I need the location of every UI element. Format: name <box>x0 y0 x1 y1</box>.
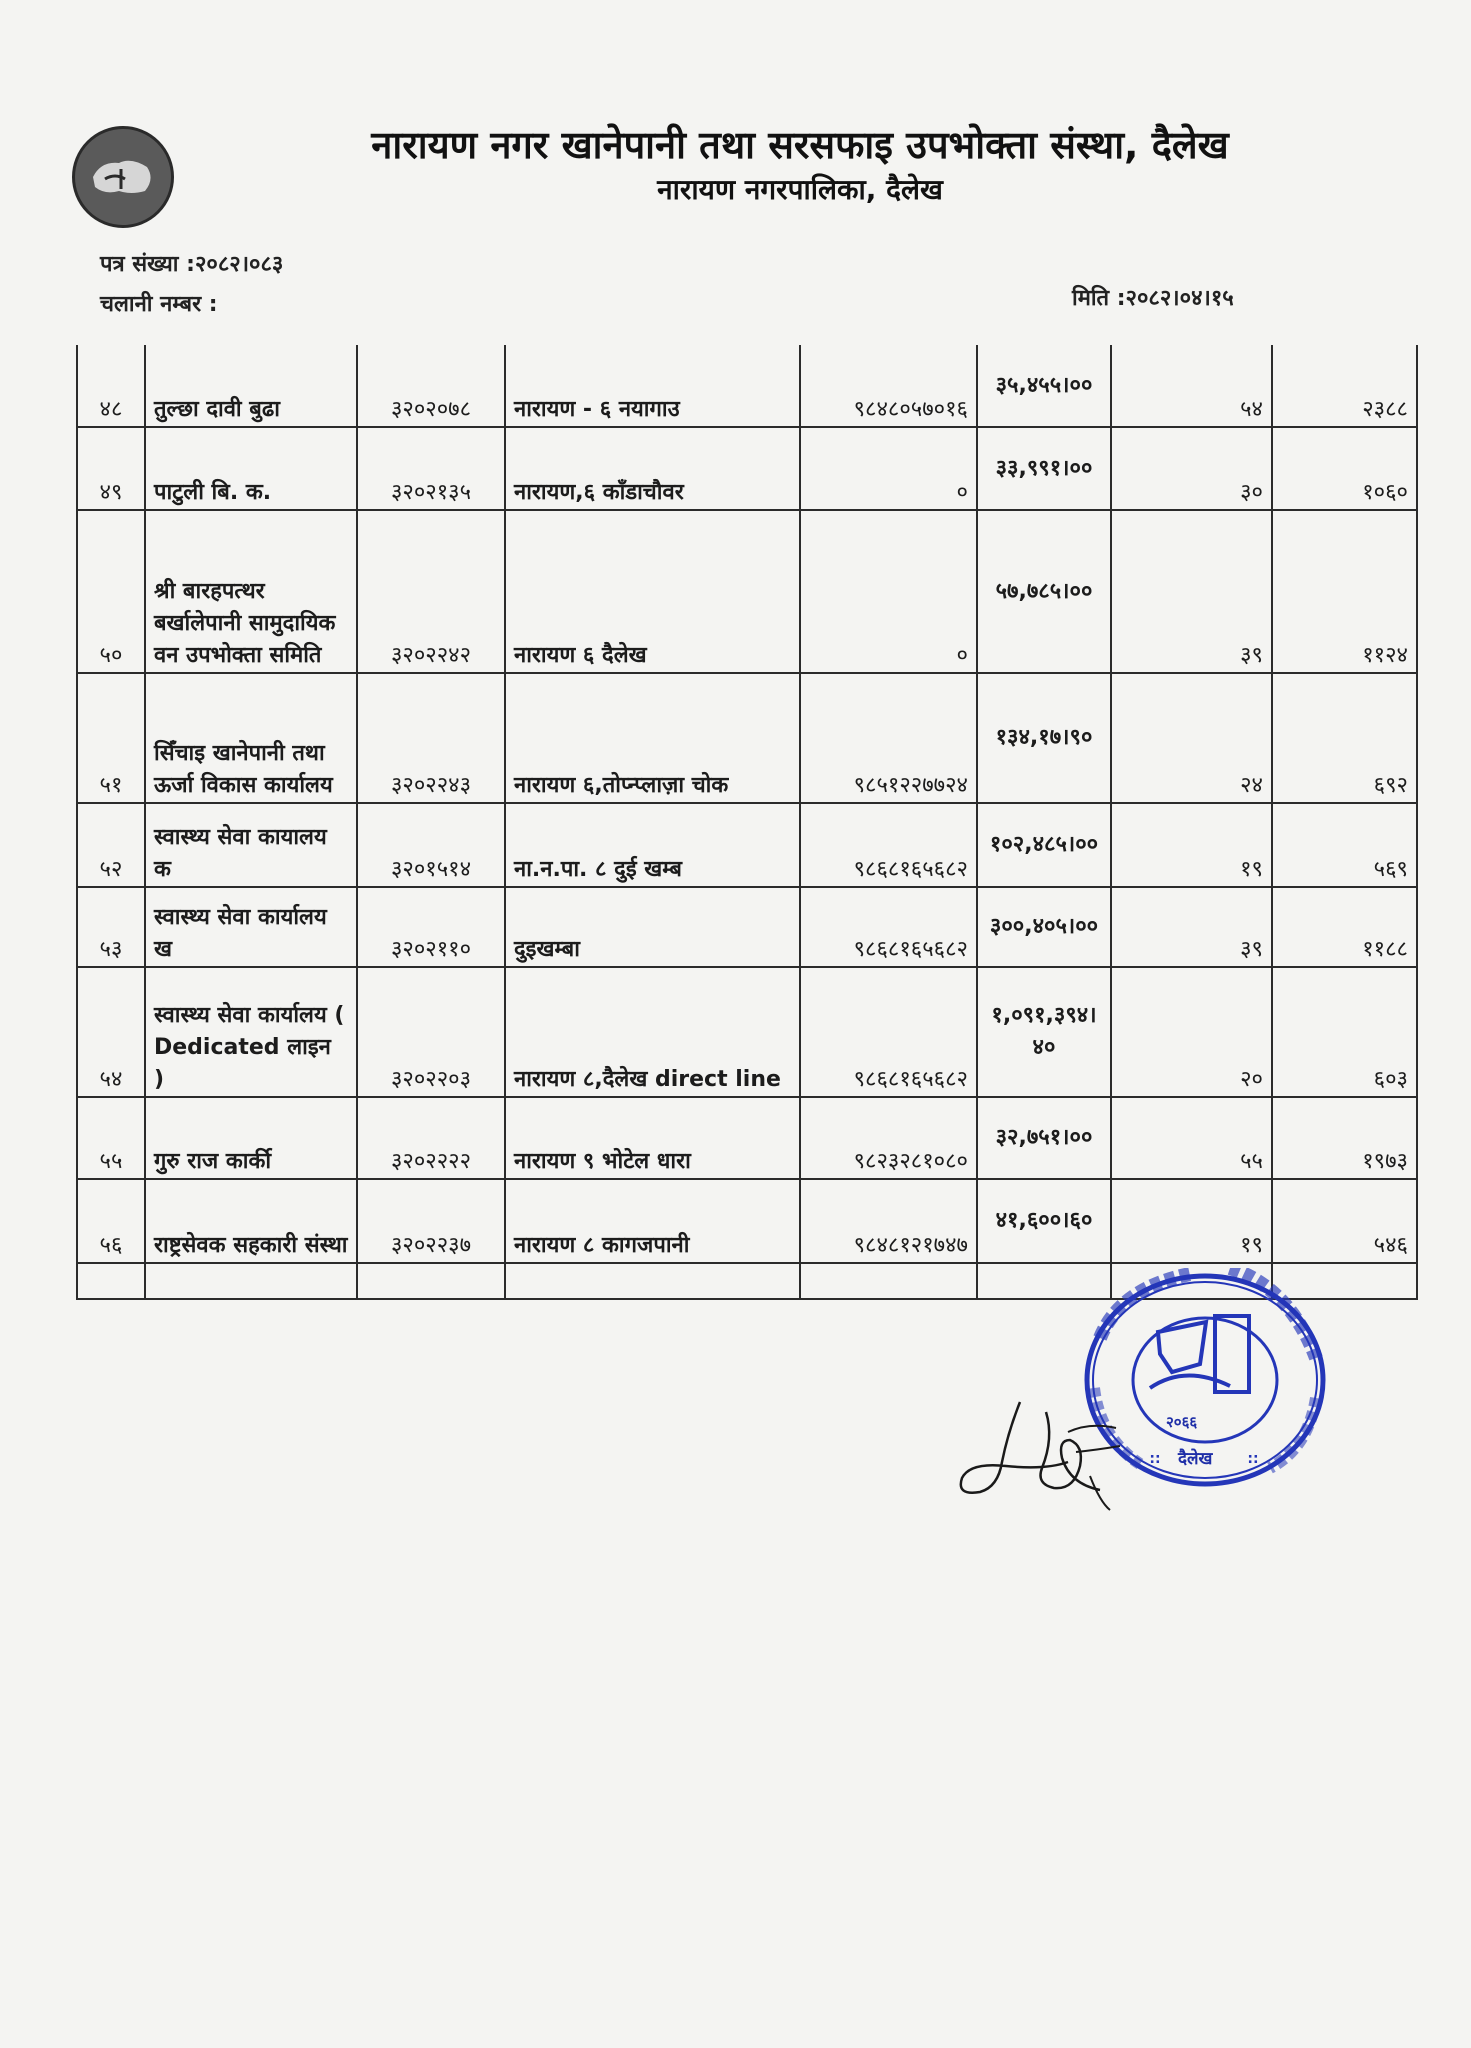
serial-number: ५४ <box>77 967 145 1097</box>
customer-table <box>76 345 1418 1300</box>
table-row <box>77 1179 1417 1263</box>
table-row <box>77 673 1417 803</box>
table-row <box>77 1097 1417 1179</box>
unit-count: ६९२ <box>1272 673 1417 803</box>
dispatch-number: चलानी नम्बर : <box>100 292 218 317</box>
customer-name: स्वास्थ्य सेवा कार्यालय ( Dedicated लाइन ) <box>145 967 357 1097</box>
due-amount: ५७,७८५।०० <box>977 510 1111 673</box>
customer-address: नारायण ८ कागजपानी <box>505 1179 800 1263</box>
month-count: २० <box>1111 967 1272 1097</box>
month-count: ३९ <box>1111 510 1272 673</box>
svg-text:∷: ∷ <box>1248 1452 1258 1468</box>
customer-phone: ९८४८०५७०१६ <box>800 345 977 427</box>
month-count: १९ <box>1111 803 1272 887</box>
customer-id: ३२०२२०३ <box>357 967 505 1097</box>
stamp-place: दैलेख <box>1178 1449 1213 1469</box>
customer-name: तुल्छा दावी बुढा <box>145 345 357 427</box>
table-row <box>77 803 1417 887</box>
letter-date: मिति :२०८२।०४।१५ <box>1072 286 1234 311</box>
customer-name: राष्ट्रसेवक सहकारी संस्था <box>145 1179 357 1263</box>
customer-name: सिँचाइ खानेपानी तथा ऊर्जा विकास कार्यालय <box>145 673 357 803</box>
due-amount: १,०९१,३९४।४० <box>977 967 1111 1097</box>
customer-address: नारायण ६ दैलेख <box>505 510 800 673</box>
month-count: ३९ <box>1111 887 1272 967</box>
customer-name: स्वास्थ्य सेवा कायालय क <box>145 803 357 887</box>
customer-id: ३२०२२३७ <box>357 1179 505 1263</box>
unit-count: १९७३ <box>1272 1097 1417 1179</box>
table-row <box>77 427 1417 510</box>
customer-id: ३२०२१३५ <box>357 427 505 510</box>
stamp-year: २०६६ <box>1166 1413 1198 1431</box>
customer-phone: ९८६८१६५६८२ <box>800 967 977 1097</box>
serial-number: ४९ <box>77 427 145 510</box>
serial-number: ५० <box>77 510 145 673</box>
customer-address: दुइखम्बा <box>505 887 800 967</box>
customer-phone: ९८२३२८१०८० <box>800 1097 977 1179</box>
month-count: १९ <box>1111 1179 1272 1263</box>
customer-name: गुरु राज कार्की <box>145 1097 357 1179</box>
month-count: ३० <box>1111 427 1272 510</box>
customer-phone: ९८५१२२७७२४ <box>800 673 977 803</box>
customer-name: स्वास्थ्य सेवा कार्यालय ख <box>145 887 357 967</box>
due-amount: १०२,४८५।०० <box>977 803 1111 887</box>
customer-address: नारायण,६ काँडाचौवर <box>505 427 800 510</box>
table-row <box>77 887 1417 967</box>
month-count: ५४ <box>1111 345 1272 427</box>
customer-phone: ० <box>800 510 977 673</box>
month-count: ५५ <box>1111 1097 1272 1179</box>
due-amount: ३००,४०५।०० <box>977 887 1111 967</box>
unit-count: ५४६ <box>1272 1179 1417 1263</box>
letter-number: पत्र संख्या :२०८२।०८३ <box>100 252 284 277</box>
unit-count: २३८८ <box>1272 345 1417 427</box>
unit-count: १०६० <box>1272 427 1417 510</box>
customer-address: नारायण ९ भोटेल धारा <box>505 1097 800 1179</box>
serial-number: ५६ <box>77 1179 145 1263</box>
serial-number: ५२ <box>77 803 145 887</box>
due-amount: ३३,९९१।०० <box>977 427 1111 510</box>
table-row <box>77 345 1417 427</box>
unit-count: ११२४ <box>1272 510 1417 673</box>
due-amount: १३४,१७।९० <box>977 673 1111 803</box>
month-count: २४ <box>1111 673 1272 803</box>
signature <box>950 1392 1140 1512</box>
customer-name: पाटुली बि. क. <box>145 427 357 510</box>
table-row <box>77 967 1417 1097</box>
customer-phone: ९८४८१२१७४७ <box>800 1179 977 1263</box>
customer-id: ३२०२२४२ <box>357 510 505 673</box>
svg-text:∷: ∷ <box>1150 1452 1160 1468</box>
due-amount: ३२,७५१।०० <box>977 1097 1111 1179</box>
customer-id: ३२०२२२२ <box>357 1097 505 1179</box>
organization-subtitle: नारायण नगरपालिका, दैलेख <box>657 173 943 206</box>
customer-name: श्री बारहपत्थर बर्खालेपानी सामुदायिक वन उपभोक्ता समिति <box>145 510 357 673</box>
customer-address: नारायण ८,दैलेख direct line <box>505 967 800 1097</box>
customer-address: ना.न.पा. ८ दुई खम्ब <box>505 803 800 887</box>
unit-count: ११८८ <box>1272 887 1417 967</box>
customer-id: ३२०२०७८ <box>357 345 505 427</box>
serial-number: ५५ <box>77 1097 145 1179</box>
serial-number: ५१ <box>77 673 145 803</box>
due-amount: ३५,४५५।०० <box>977 345 1111 427</box>
customer-phone: ० <box>800 427 977 510</box>
unit-count: ६०३ <box>1272 967 1417 1097</box>
table-row <box>77 510 1417 673</box>
customer-address: नारायण ६,तोप्न्प्लाज़ा चोक <box>505 673 800 803</box>
due-amount: ४१,६००।६० <box>977 1179 1111 1263</box>
customer-phone: ९८६८१६५६८२ <box>800 887 977 967</box>
customer-id: ३२०२२४३ <box>357 673 505 803</box>
serial-number: ४८ <box>77 345 145 427</box>
customer-id: ३२०२११० <box>357 887 505 967</box>
unit-count: ५६९ <box>1272 803 1417 887</box>
serial-number: ५३ <box>77 887 145 967</box>
customer-address: नारायण - ६ नयागाउ <box>505 345 800 427</box>
organization-title: नारायण नगर खानेपानी तथा सरसफाइ उपभोक्ता संस्था, दैलेख <box>371 123 1229 167</box>
customer-id: ३२०१५१४ <box>357 803 505 887</box>
customer-phone: ९८६८१६५६८२ <box>800 803 977 887</box>
